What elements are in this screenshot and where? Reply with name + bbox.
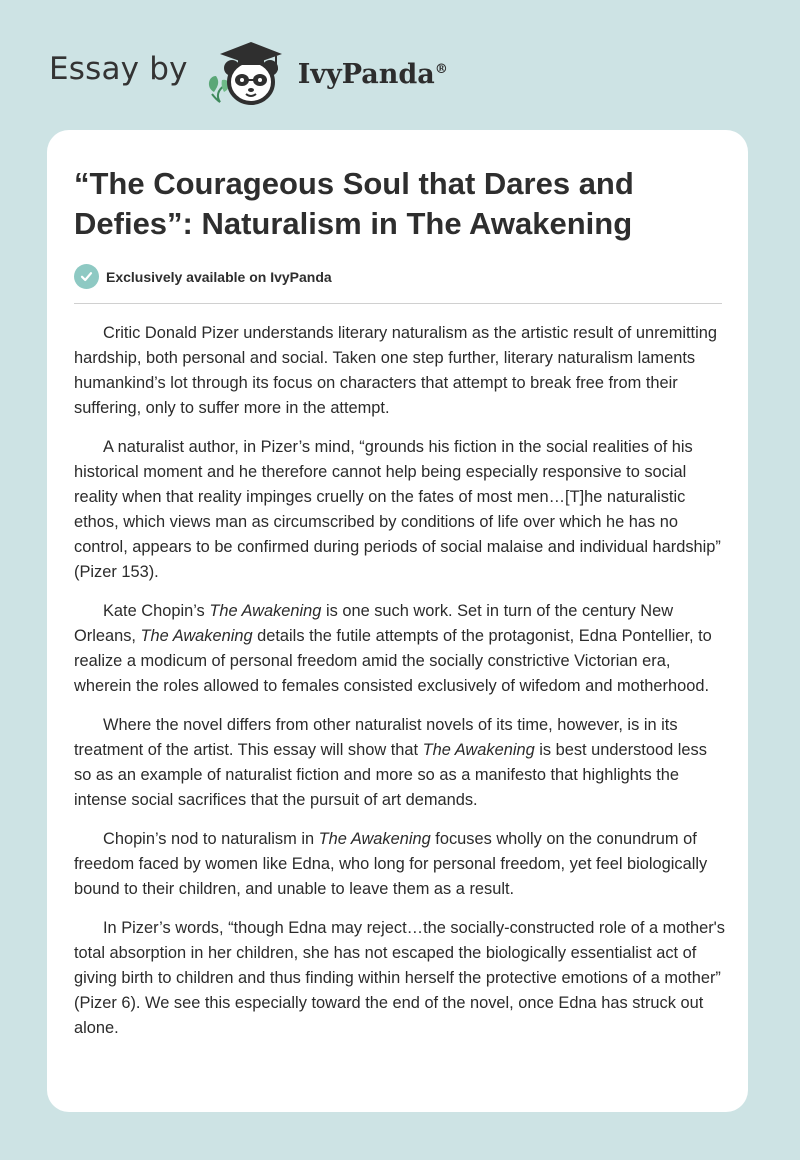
divider bbox=[74, 303, 722, 304]
paragraph-text: focuses wholly on the conundrum of freedom faced by women like Edna, who long for personal freedom, yet feel biologically bound to their children, and unable to leave them as a result. bbox=[74, 830, 708, 898]
essay-paragraph bbox=[74, 916, 726, 1041]
brand-name-text: IvyPanda bbox=[297, 58, 435, 90]
brand-logo[interactable] bbox=[49, 36, 448, 108]
registered-mark: ® bbox=[434, 61, 448, 77]
book-title-italic: The Awakening bbox=[422, 741, 535, 759]
paragraph-text: is best understood less so as an example of naturalist fiction and more so as a manifesto that highlights the intense social sacrifices that the pursuit of art demands. bbox=[74, 741, 707, 809]
brand-prefix: Essay by bbox=[49, 51, 188, 87]
book-title-italic: The Awakening bbox=[318, 830, 431, 848]
check-icon bbox=[74, 264, 99, 289]
essay-paragraph bbox=[74, 321, 726, 421]
exclusive-badge bbox=[74, 264, 332, 289]
essay-paragraph bbox=[74, 599, 726, 699]
essay-paragraph bbox=[74, 435, 726, 585]
book-title-italic: The Awakening bbox=[209, 602, 322, 620]
paragraph-text: A naturalist author, in Pizer’s mind, “grounds his fiction in the social realities of his historical moment and he therefore cannot help being especially responsive to social reality when that reality impinges cruelly on the fates of most men…[T]he naturalistic ethos, which views man as circumscribed by conditions of life over which he has no control, appears to be confirmed during periods of social malaise and individual hardship” (Pizer 153). bbox=[74, 438, 721, 581]
book-title-italic: The Awakening bbox=[140, 627, 253, 645]
essay-paragraph bbox=[74, 713, 726, 813]
paragraph-text: is one such work. Set in turn of the century New Orleans, bbox=[74, 602, 674, 645]
essay-paragraph bbox=[74, 827, 726, 902]
paragraph-text: Critic Donald Pizer understands literary naturalism as the artistic result of unremitting hardship, both personal and social. Taken one step further, literary naturalism laments humankind’s lot through its focus on characters that attempt to break free from their suffering, only to suffer more in the attempt. bbox=[74, 324, 717, 417]
brand-name bbox=[298, 59, 448, 90]
paragraph-text: Where the novel differs from other naturalist novels of its time, however, is in its treatment of the artist. This essay will show that bbox=[74, 716, 678, 759]
paragraph-text: details the futile attempts of the protagonist, Edna Pontellier, to realize a modicum of personal freedom amid the socially constrictive Victorian era, wherein the roles allowed to females consisted exclusively of wifedom and motherhood. bbox=[74, 627, 712, 695]
essay-card bbox=[47, 130, 748, 1112]
essay-title: “The Courageous Soul that Dares and Defies”: Naturalism in The Awakening bbox=[74, 166, 634, 241]
exclusive-badge-text: Exclusively available on IvyPanda bbox=[106, 268, 332, 285]
paragraph-text: In Pizer’s words, “though Edna may reject…the socially-constructed role of a mother's total absorption in her children, she has not escaped the biologically essentialist act of giving birth to children and thus finding within herself the protective emotions of a mother” (Pizer 6). We see this especially toward the end of the novel, once Edna has struck out alone. bbox=[74, 919, 726, 1037]
paragraph-text: Kate Chopin’s bbox=[103, 602, 210, 620]
panda-mascot-icon bbox=[202, 36, 292, 108]
paragraph-text: Chopin’s nod to naturalism in bbox=[103, 830, 319, 848]
essay-body bbox=[74, 321, 726, 1055]
